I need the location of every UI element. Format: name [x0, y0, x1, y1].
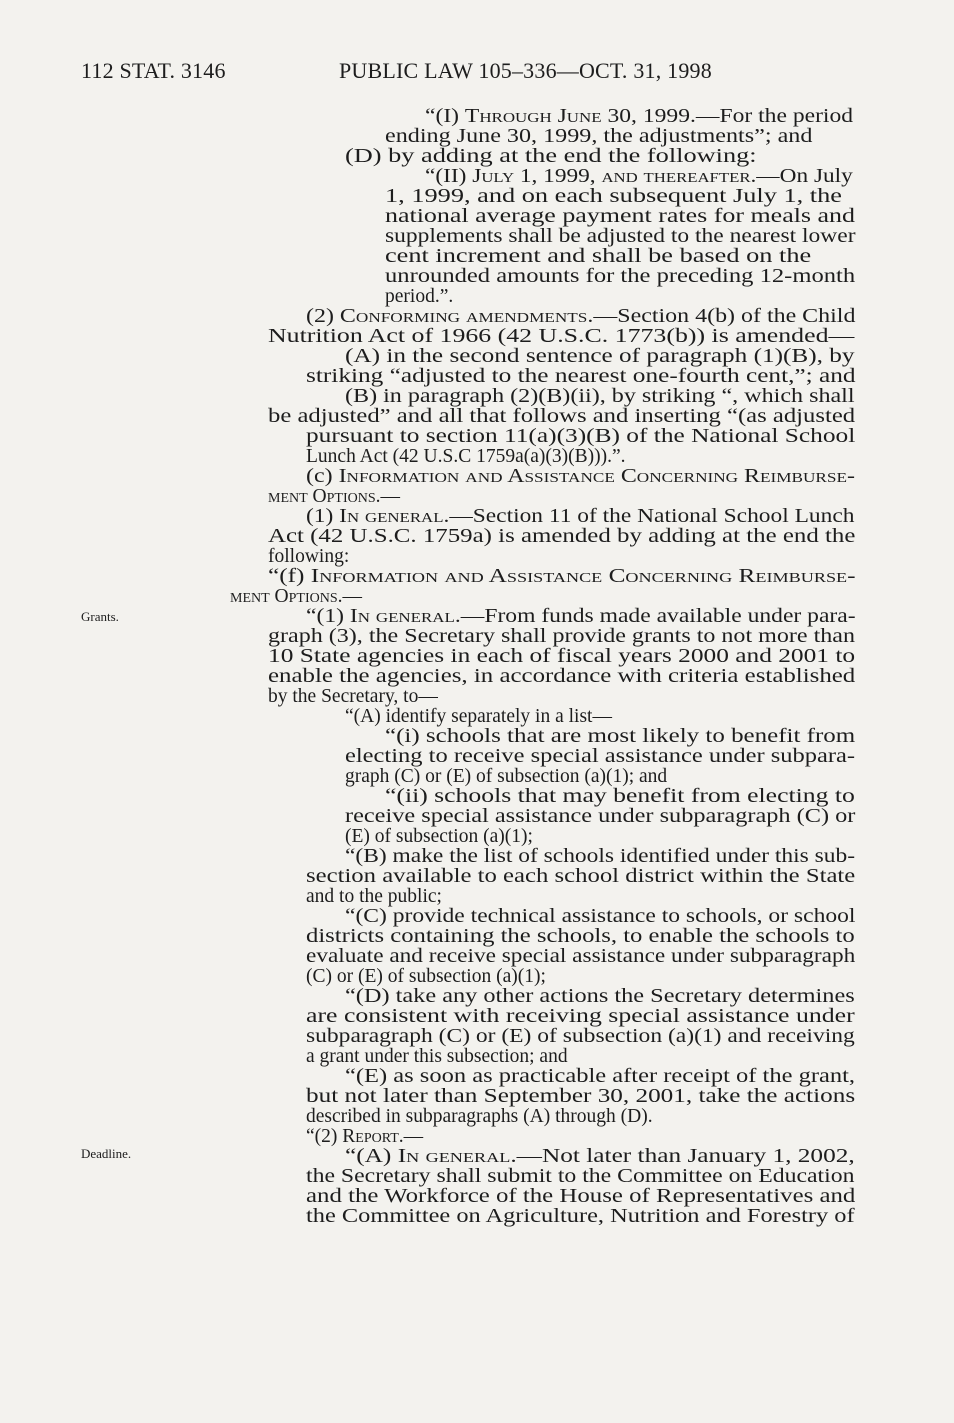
line-text: electing to receive special assistance under subpara-: [345, 746, 856, 767]
text-line: [345, 147, 757, 167]
text-line: [306, 507, 854, 527]
line-text: (E) of subsection (a)(1);: [345, 826, 533, 847]
text-line: [345, 1067, 855, 1087]
text-line: [385, 247, 811, 267]
line-text: (2): [306, 306, 340, 327]
text-line: [385, 227, 856, 247]
line-text: “(f): [268, 566, 311, 587]
line-text: supplements shall be adjusted to the nearest lower: [385, 226, 856, 247]
text-line: [230, 587, 362, 607]
line-text: by the Secretary, to—: [268, 686, 438, 707]
heading-text: ment Options.: [268, 486, 381, 507]
line-text: Act (42 U.S.C. 1759a) is amended by adding at the end the: [268, 526, 856, 547]
text-line: [345, 347, 855, 367]
line-text: enable the agencies, in accordance with criteria established: [268, 666, 856, 687]
line-text: (C) or (E) of subsection (a)(1);: [306, 966, 546, 987]
text-line: [306, 447, 626, 467]
line-text: —: [403, 1126, 424, 1147]
text-line: [385, 267, 855, 287]
line-text: period.”.: [385, 286, 454, 307]
line-text: “(i) schools that are most likely to benefit from: [385, 726, 856, 747]
line-text: unrounded amounts for the preceding 12-month: [385, 266, 856, 287]
text-line: [306, 427, 855, 447]
line-text: (B) in paragraph (2)(B)(ii), by striking “, which shall: [345, 386, 855, 407]
line-text: cent increment and shall be based on the: [385, 246, 812, 267]
text-line: [268, 687, 438, 707]
line-text: Lunch Act (42 U.S.C 1759a(a)(3)(B))).”.: [306, 446, 626, 467]
heading-text: Report.: [342, 1126, 404, 1147]
line-text: “(2): [306, 1126, 343, 1147]
text-line: [385, 787, 855, 807]
heading-text: Information and Assistance Concerning Reimburse-: [338, 466, 855, 487]
text-line: [268, 527, 855, 547]
text-line: [306, 1127, 423, 1147]
text-line: [345, 1147, 855, 1167]
heading-text: In general.: [397, 1146, 517, 1167]
line-text: “(A) identify separately in a list—: [345, 706, 612, 727]
text-line: [268, 487, 400, 507]
text-line: [345, 827, 533, 847]
text-line: [306, 927, 855, 947]
line-text: —Not later than January 1, 2002,: [516, 1146, 855, 1167]
line-text: receive special assistance under subparagraph (C) or: [345, 806, 856, 827]
line-text: —: [380, 486, 401, 507]
line-text: —: [342, 586, 363, 607]
line-text: “(I): [425, 106, 465, 127]
text-line: [425, 167, 853, 187]
line-text: “(D) take any other actions the Secretary determines: [345, 986, 855, 1007]
line-text: 1, 1999, and on each subsequent July 1, the: [385, 186, 842, 207]
line-text: (A) in the second sentence of paragraph (1)(B), by: [345, 346, 855, 367]
text-line: [306, 1187, 855, 1207]
line-text: the Committee on Agriculture, Nutrition and Forestry of: [306, 1206, 855, 1227]
line-text: but not later than September 30, 2001, take the actions: [306, 1086, 856, 1107]
line-text: national average payment rates for meals and: [385, 206, 856, 227]
text-line: [385, 127, 812, 147]
line-text: (1): [306, 506, 340, 527]
text-line: [385, 207, 855, 227]
heading-text: In general.: [339, 506, 450, 527]
text-line: [385, 187, 842, 207]
text-line: [268, 547, 349, 567]
heading-text: July 1, 1999, and thereafter.: [472, 166, 757, 187]
heading-text: Information and Assistance Concerning Reimburse-: [310, 566, 856, 587]
line-text: “(1): [306, 606, 350, 627]
heading-text: Conforming amendments.: [339, 306, 594, 327]
text-line: [306, 947, 855, 967]
text-line: [306, 1107, 653, 1127]
text-line: [345, 987, 855, 1007]
line-text: Nutrition Act of 1966 (42 U.S.C. 1773(b)) is amended—: [268, 326, 855, 347]
text-line: [306, 967, 546, 987]
line-text: “(C) provide technical assistance to schools, or school: [345, 906, 856, 927]
text-line: [268, 627, 855, 647]
text-line: [306, 1207, 855, 1227]
line-text: —Section 11 of the National School Lunch: [449, 506, 855, 527]
line-text: a grant under this subsection; and: [306, 1046, 568, 1067]
line-text: (c): [306, 466, 339, 487]
text-line: [385, 287, 453, 307]
text-line: [306, 1167, 854, 1187]
line-text: —On July: [756, 166, 853, 187]
line-text: and the Workforce of the House of Representatives and: [306, 1186, 856, 1207]
text-line: [268, 407, 855, 427]
law-title: PUBLIC LAW 105–336—OCT. 31, 1998: [339, 58, 712, 83]
line-text: and to the public;: [306, 886, 442, 907]
text-line: [268, 667, 855, 687]
text-line: [425, 107, 853, 127]
text-line: [345, 807, 855, 827]
line-text: subparagraph (C) or (E) of subsection (a)(1) and receiving: [306, 1026, 855, 1047]
line-text: “(II): [425, 166, 473, 187]
line-text: graph (C) or (E) of subsection (a)(1); and: [345, 766, 668, 787]
line-text: described in subparagraphs (A) through (D).: [306, 1106, 653, 1127]
text-line: [345, 847, 855, 867]
text-line: [268, 567, 856, 587]
line-text: graph (3), the Secretary shall provide grants to not more than: [268, 626, 855, 647]
margin-note-grants: Grants.: [81, 609, 119, 624]
stat-page-number: 112 STAT. 3146: [81, 58, 226, 83]
line-text: ending June 30, 1999, the adjustments”; and: [385, 126, 813, 147]
line-text: —Section 4(b) of the Child: [593, 306, 856, 327]
text-line: [345, 747, 855, 767]
text-line: [306, 607, 856, 627]
margin-note-deadline: Deadline.: [81, 1146, 132, 1161]
heading-text: Through June 30, 1999.: [464, 106, 696, 127]
text-line: [268, 327, 854, 347]
text-line: [306, 1007, 855, 1027]
line-text: striking “adjusted to the nearest one-fourth cent,”; and: [306, 366, 856, 387]
line-text: —From funds made available under para-: [460, 606, 856, 627]
text-line: [306, 1027, 855, 1047]
text-line: [306, 1087, 855, 1107]
line-text: are consistent with receiving special assistance under: [306, 1006, 855, 1027]
heading-text: In general.: [349, 606, 461, 627]
line-text: —For the period: [695, 106, 854, 127]
line-text: (D) by adding at the end the following:: [345, 146, 757, 167]
text-line: [345, 707, 612, 727]
heading-text: ment Options.: [230, 586, 343, 607]
text-line: [306, 367, 856, 387]
line-text: section available to each school district within the State: [306, 866, 856, 887]
text-line: [345, 767, 667, 787]
text-line: [306, 307, 855, 327]
line-text: 10 State agencies in each of fiscal years 2000 and 2001 to: [268, 646, 856, 667]
text-line: [306, 867, 855, 887]
line-text: “(A): [345, 1146, 398, 1167]
text-line: [306, 887, 442, 907]
line-text: be adjusted” and all that follows and inserting “(as adjusted: [268, 406, 856, 427]
text-line: [268, 647, 855, 667]
text-line: [306, 467, 855, 487]
text-line: [345, 907, 855, 927]
text-line: [385, 727, 855, 747]
line-text: “(E) as soon as practicable after receipt of the grant,: [345, 1066, 856, 1087]
line-text: following:: [268, 546, 350, 567]
line-text: districts containing the schools, to enable the schools to: [306, 926, 855, 947]
line-text: the Secretary shall submit to the Committee on Education: [306, 1166, 855, 1187]
line-text: “(B) make the list of schools identified under this sub-: [345, 846, 856, 867]
line-text: evaluate and receive special assistance under subparagraph: [306, 946, 856, 967]
text-line: [345, 387, 855, 407]
line-text: “(ii) schools that may benefit from electing to: [385, 786, 855, 807]
text-line: [306, 1047, 568, 1067]
line-text: pursuant to section 11(a)(3)(B) of the National School: [306, 426, 856, 447]
